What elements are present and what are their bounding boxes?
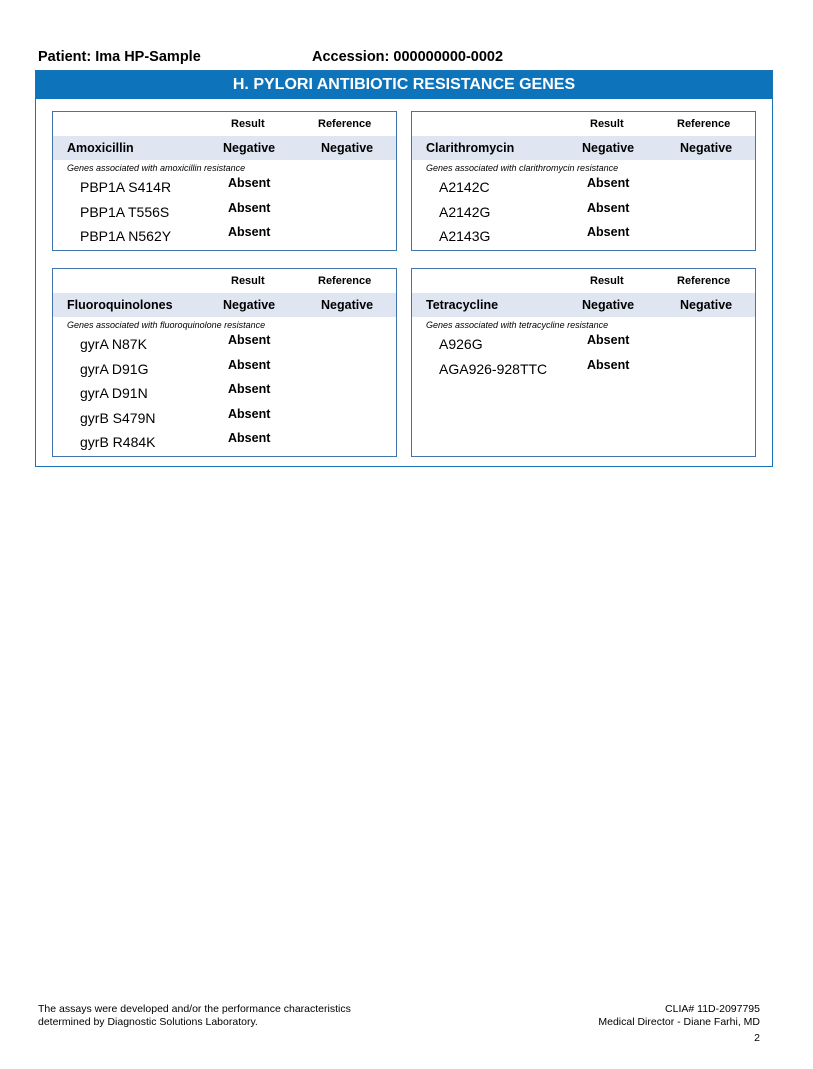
gene-row <box>53 429 396 454</box>
column-header-row <box>412 112 755 136</box>
gene-name: PBP1A N562Y <box>80 228 172 244</box>
gene-row <box>412 199 755 224</box>
gene-result: Absent <box>587 176 630 190</box>
gene-result: Absent <box>228 406 271 421</box>
drug-name: Tetracycline <box>426 298 499 312</box>
gene-name: PBP1A T556S <box>80 203 170 220</box>
gene-row <box>412 223 755 248</box>
gene-result: Absent <box>228 225 271 239</box>
gene-row <box>53 174 396 199</box>
gene-row <box>53 405 396 430</box>
column-header-row <box>53 112 396 136</box>
drug-result: Negative <box>223 141 276 155</box>
column-reference-label: Reference <box>318 275 372 287</box>
gene-row <box>53 356 396 381</box>
gene-row <box>412 331 755 356</box>
clia-number: CLIA# 11D-2097795 <box>665 1003 760 1015</box>
drug-name: Amoxicillin <box>67 141 134 155</box>
panel-clarithromycin <box>411 111 756 251</box>
accession-number: Accession: 000000000-0002 <box>312 49 504 65</box>
gene-result: Absent <box>228 357 271 372</box>
gene-result: Absent <box>587 357 630 372</box>
column-result-label: Result <box>231 118 265 130</box>
footer-disclaimer <box>38 1003 351 1028</box>
drug-row <box>412 136 755 160</box>
drug-name: Fluoroquinolones <box>67 298 173 312</box>
drug-reference: Negative <box>321 298 374 312</box>
column-reference-label: Reference <box>677 275 731 287</box>
genes-note: Genes associated with tetracycline resistance <box>426 320 609 330</box>
gene-name: AGA926-928TTC <box>439 360 548 377</box>
drug-result: Negative <box>582 141 635 155</box>
patient-name: Patient: Ima HP-Sample <box>38 49 201 65</box>
gene-name: gyrB S479N <box>80 409 156 426</box>
gene-row <box>53 380 396 405</box>
panel-fluoroquinolones <box>52 268 397 457</box>
drug-reference: Negative <box>321 141 374 155</box>
drug-reference: Negative <box>680 298 733 312</box>
drug-row <box>412 293 755 317</box>
column-result-label: Result <box>231 275 265 287</box>
page-number: 2 <box>754 1032 760 1044</box>
gene-name: gyrB R484K <box>80 434 156 450</box>
panel-tetracycline <box>411 268 756 457</box>
gene-result: Absent <box>228 200 271 215</box>
column-reference-label: Reference <box>677 118 731 130</box>
genes-note: Genes associated with clarithromycin resistance <box>426 163 619 173</box>
drug-name: Clarithromycin <box>426 141 515 155</box>
gene-name: gyrA D91N <box>80 385 148 401</box>
column-header-row <box>53 269 396 293</box>
gene-row <box>412 356 755 381</box>
gene-name: gyrA D91G <box>80 360 149 377</box>
genes-note: Genes associated with fluoroquinolone resistance <box>67 320 266 330</box>
footer-lab-info <box>598 1003 760 1028</box>
medical-director: Medical Director - Diane Farhi, MD <box>598 1015 760 1028</box>
column-reference-label: Reference <box>318 118 372 130</box>
gene-name: A926G <box>439 336 483 352</box>
gene-result: Absent <box>228 431 271 445</box>
gene-name: A2142G <box>439 203 491 220</box>
gene-result: Absent <box>587 225 630 239</box>
gene-name: A2143G <box>439 228 491 244</box>
disclaimer-line-1: The assays were developed and/or the performance characteristics <box>38 1003 351 1015</box>
gene-result: Absent <box>228 382 271 396</box>
gene-result: Absent <box>587 200 630 215</box>
gene-name: PBP1A S414R <box>80 179 172 195</box>
section-title: H. PYLORI ANTIBIOTIC RESISTANCE GENES <box>36 71 772 99</box>
drug-row <box>53 293 396 317</box>
gene-row <box>53 199 396 224</box>
gene-result: Absent <box>587 333 630 347</box>
gene-result: Absent <box>228 176 271 190</box>
column-result-label: Result <box>590 275 624 287</box>
drug-result: Negative <box>582 298 635 312</box>
drug-row <box>53 136 396 160</box>
gene-row <box>53 331 396 356</box>
drug-result: Negative <box>223 298 276 312</box>
gene-row <box>412 174 755 199</box>
gene-name: gyrA N87K <box>80 336 147 352</box>
gene-row <box>53 223 396 248</box>
gene-result: Absent <box>228 333 271 347</box>
gene-name: A2142C <box>439 179 490 195</box>
resistance-genes-section <box>35 70 773 467</box>
genes-note: Genes associated with amoxicillin resistance <box>67 163 246 173</box>
disclaimer-line-2: determined by Diagnostic Solutions Laboratory. <box>38 1015 258 1028</box>
column-result-label: Result <box>590 118 624 130</box>
panel-amoxicillin <box>52 111 397 251</box>
drug-reference: Negative <box>680 141 733 155</box>
column-header-row <box>412 269 755 293</box>
